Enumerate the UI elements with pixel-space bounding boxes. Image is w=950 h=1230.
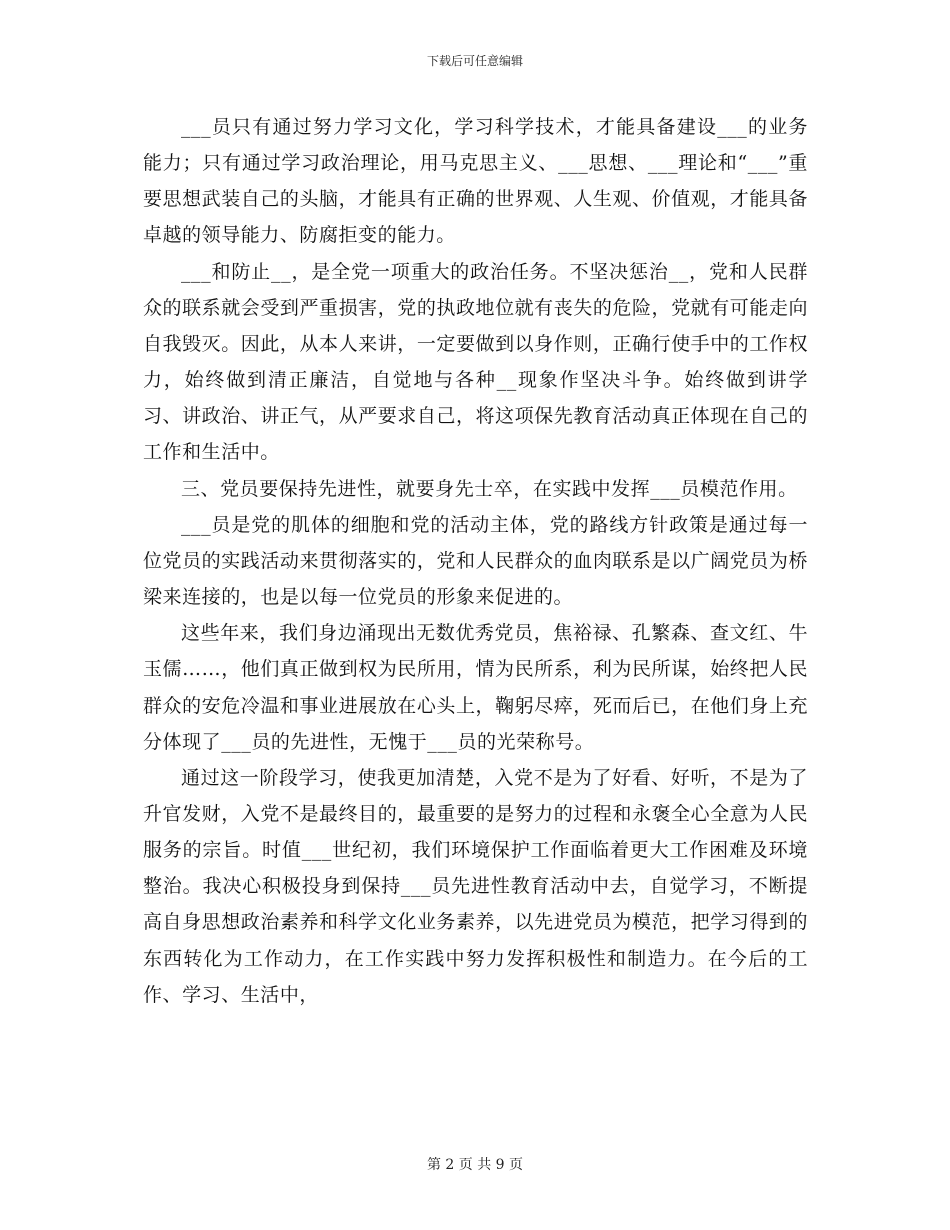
paragraph-member-role: ___员是党的肌体的细胞和党的活动主体，党的路线方针政策是通过每一位党员的实践活动来贯彻落实的，党和人民群众的血肉联系是以广阔党员为桥梁来连接的，也是以每一位党员的形象来促进的。 <box>143 513 808 609</box>
paragraph-examples: 这些年来，我们身边涌现出无数优秀党员，焦裕禄、孔繁森、查文红、牛玉儒……，他们真正做到权为民所用，情为民所系，利为民所谋，始终把人民群众的安危冷温和事业进展放在心头上，鞠躬尽瘁，死而后已，在他们身上充分体现了___员的先进性，无愧于___员的光荣称号。 <box>143 622 808 753</box>
document-body <box>143 109 808 1013</box>
page-number: 第 2 页 共 9 页 <box>426 1157 524 1173</box>
paragraph-study: ___员只有通过努力学习文化，学习科学技术，才能具备建设___的业务能力；只有通过学习政治理论，用马克思主义、___思想、___理论和“___”重要思想武装自己的头脑，才能具有正确的世界观、人生观、价值观，才能具备卓越的领导能力、防腐拒变的能力。 <box>143 116 808 247</box>
page-header-note: 下载后可任意编辑 <box>426 54 523 68</box>
paragraph-resolution: 通过这一阶段学习，使我更加清楚，入党不是为了好看、好听，不是为了升官发财，入党不是最终目的，最重要的是努力的过程和永褒全心全意为人民服务的宗旨。时值___世纪初，我们环境保护工作面临着更大工作困难及环境整治。我决心积极投身到保持___员先进性教育活动中去，自觉学习，不断提高自身思想政治素养和科学文化业务素养，以先进党员为模范，把学习得到的东西转化为工作动力，在工作实践中努力发挥积极性和制造力。在今后的工作、学习、生活中， <box>143 766 808 1006</box>
paragraph-section-three-heading: 三、党员要保持先进性，就要身先士卒，在实践中发挥___员模范作用。 <box>181 477 798 500</box>
paragraph-anti-corruption: ___和防止__，是全党一项重大的政治任务。不坚决惩治__，党和人民群众的联系就会受到严重损害，党的执政地位就有丧失的危险，党就有可能走向自我毁灭。因此，从本人来讲，一定要做到以身作则，正确行使手中的工作权力，始终做到清正廉洁，自觉地与各种__现象作坚决斗争。始终做到讲学习、讲政治、讲正气，从严要求自己，将这项保先教育活动真正体现在自己的工作和生活中。 <box>143 260 808 464</box>
